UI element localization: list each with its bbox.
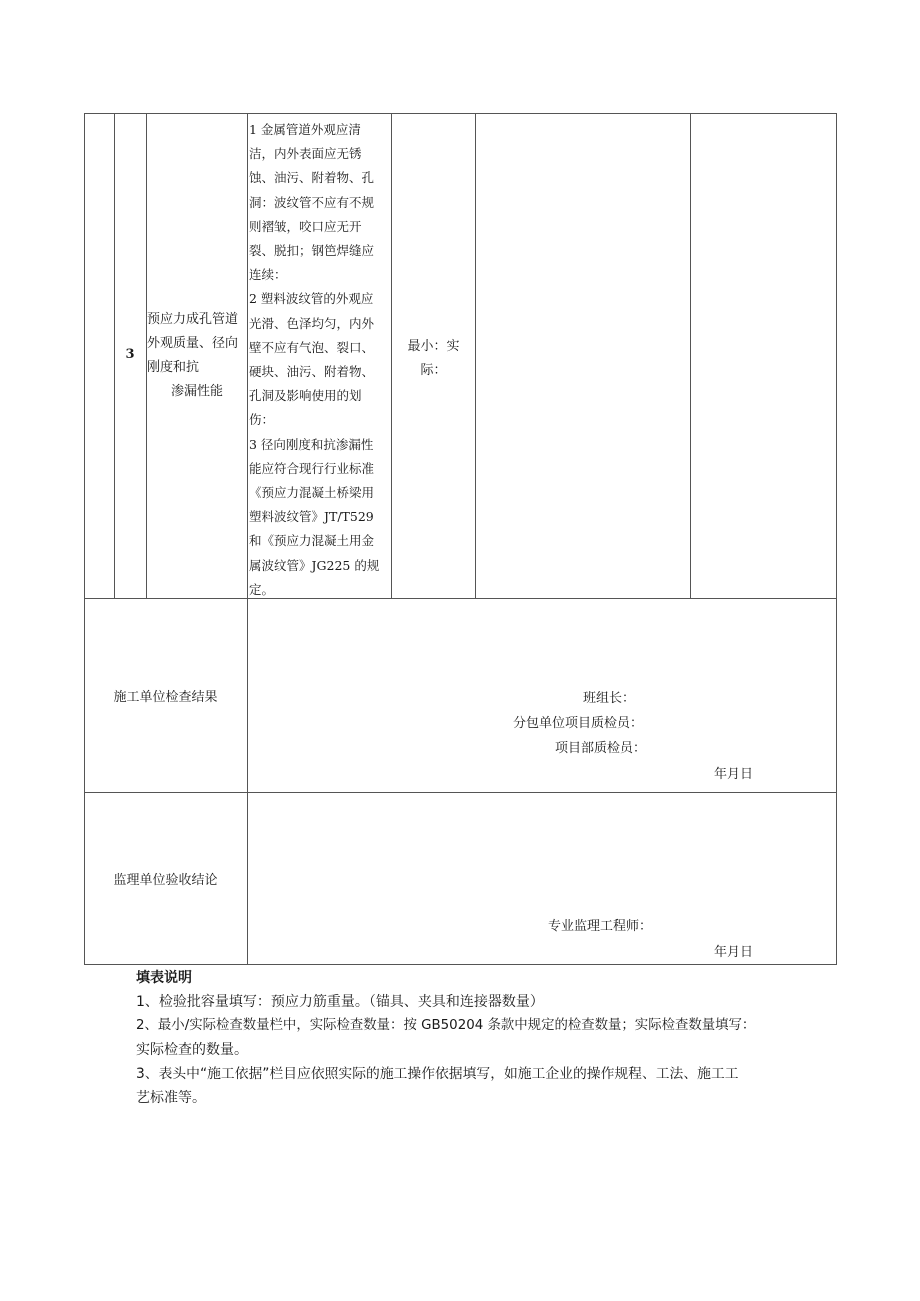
supervision-engineer-label: 专业监理工程师： [548,919,653,934]
row-divider [84,598,837,599]
column-divider [475,113,476,599]
requirement-line: 3 径向刚度和抗渗漏性 [249,436,374,452]
requirement-line: 塑料波纹管》JT/T529 [249,509,374,525]
requirement-line: 硬块、油污、附着物、 [249,364,375,380]
requirement-line: 和《预应力混凝土用金 [249,533,375,549]
requirement-line: 孔洞及影响使用的划 [249,388,362,404]
table-border-top [84,113,837,114]
inspection-requirement [249,118,391,602]
dept-inspector-label: 项目部质检员： [555,741,647,756]
item-line: 刚度和抗 [147,360,200,375]
table-border-left [84,113,85,965]
instructions-title: 填表说明 [136,970,192,986]
requirement-line: 裂、脱扣；钢笆焊缝应 [249,243,375,259]
requirement-line: 洞：波纹管不应有不规 [249,194,375,210]
construction-date: 年月日 [714,767,754,782]
filling-instructions [136,966,836,1110]
requirement-line: 洁，内外表面应无锈 [249,146,362,162]
requirement-line: 连续： [249,267,287,283]
item-line: 外观质量、径向 [147,336,239,351]
requirement-line: 蚀、油污、附着物、孔 [249,170,375,186]
item-line: 预应力成孔管道 [147,312,239,327]
instruction-item: 艺标准等。 [136,1090,206,1106]
inspection-item [147,308,247,404]
requirement-line: 1 金属管道外观应清 [249,122,361,137]
check-count [392,335,475,383]
column-divider [690,113,691,599]
team-leader-label: 班组长： [583,691,636,706]
instruction-item: 实际检查的数量。 [136,1042,248,1058]
instruction-item: 1、检验批容量填写：预应力筋重量。（锚具、夹具和连接器数量） [136,994,544,1010]
column-divider [247,113,248,965]
requirement-line: 光滑、色泽均匀，内外 [249,315,375,331]
sub-inspector-label: 分包单位项目质检员： [513,716,644,731]
requirement-line: 则褶皱，咬口应无开 [249,218,362,234]
table-border-right [836,113,837,965]
instruction-item: 3、表头中“施工依据”栏目应依照实际的施工操作依据填写，如施工企业的操作规程、工法、施工工 [136,1066,739,1082]
requirement-line: 《预应力混凝土桥梁用 [249,485,375,501]
instruction-item: 2、最小/实际检查数量栏中，实际检查数量：按 GB50204 条款中规定的检查数量；实际检查数量填写： [136,1018,756,1033]
item-line: 渗漏性能 [170,384,223,399]
supervision-conclusion-label: 监理单位验收结论 [113,873,218,888]
check-count-line: 际： [420,363,447,378]
requirement-line: 能应符合现行行业标准 [249,460,375,476]
row-number: 3 [125,347,135,362]
requirement-line: 壁不应有气泡、裂口、 [249,339,375,355]
requirement-line: 伤： [249,412,275,428]
supervision-date: 年月日 [714,945,754,960]
row-divider [84,792,837,793]
check-count-line: 最小：实 [407,339,460,354]
requirement-line: 定。 [249,581,275,597]
requirement-line: 2 塑料波纹管的外观应 [249,291,374,307]
requirement-line: 属波纹管》JG225 的规 [249,557,380,573]
construction-result-label: 施工单位检查结果 [113,690,218,705]
